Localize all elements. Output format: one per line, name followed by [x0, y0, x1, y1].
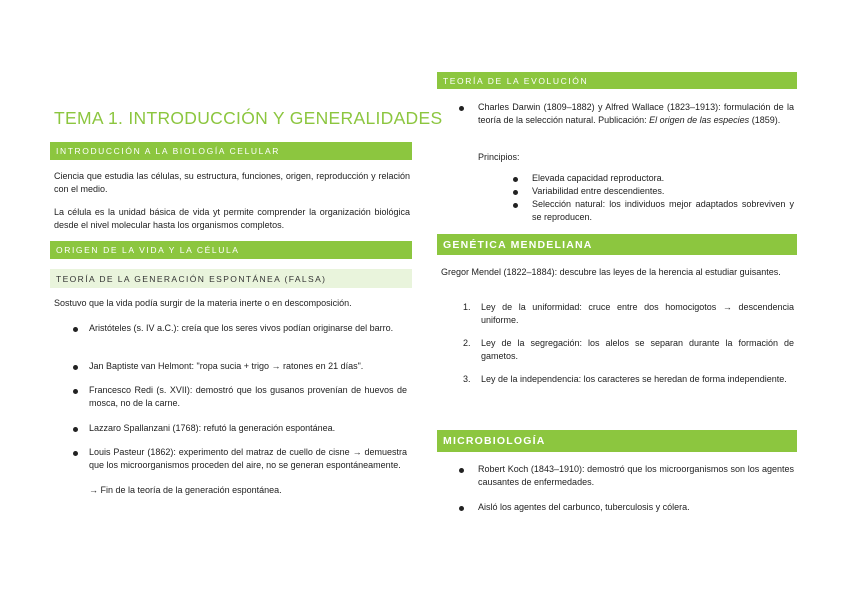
bullet-icon: [513, 190, 518, 195]
subsection-heading-generacion-espontanea: TEORÍA DE LA GENERACIÓN ESPONTÁNEA (FALSA): [50, 269, 412, 288]
law-item: Ley de la segregación: los alelos se separan durante la formación de gametos.: [481, 338, 794, 361]
list-item: Robert Koch (1843–1910): demostró que los microorganismos son los agentes causantes de enfermedades.: [478, 464, 794, 487]
pasteur-note: → Fin de la teoría de la generación espontánea.: [89, 485, 282, 495]
bullet-icon: [73, 389, 78, 394]
bullet-icon: [73, 427, 78, 432]
darwin-text: Charles Darwin (1809–1882) y Alfred Wallace (1823–1913): formulación de la teoría de la selección natural. Publicación:: [478, 102, 794, 125]
bullet-icon: [513, 203, 518, 208]
law-item: Ley de la independencia: los caracteres se heredan de forma independiente.: [481, 374, 787, 384]
darwin-year: (1859).: [751, 114, 781, 125]
mendel-lead: Gregor Mendel (1822–1884): descubre las leyes de la herencia al estudiar guisantes.: [441, 267, 781, 277]
list-item: Aristóteles (s. IV a.C.): creía que los seres vivos podían originarse del barro.: [89, 323, 394, 333]
intro-paragraph-1: Ciencia que estudia las células, su estructura, funciones, origen, reproducción y relación con el medio.: [54, 171, 410, 194]
bullet-icon: [73, 365, 78, 370]
principios-label: Principios:: [478, 152, 520, 162]
bullet-icon: [459, 506, 464, 511]
page-title: TEMA 1. INTRODUCCIÓN Y GENERALIDADES: [54, 108, 443, 128]
origen-lead: Sostuvo que la vida podía surgir de la materia inerte o en descomposición.: [54, 298, 352, 308]
bullet-icon: [73, 327, 78, 332]
section-heading-evolucion: TEORÍA DE LA EVOLUCIÓN: [437, 72, 797, 89]
law-number: 2.: [463, 338, 471, 348]
principio-item: Selección natural: los individuos mejor adaptados sobreviven y se reproducen.: [532, 199, 794, 222]
bullet-icon: [459, 106, 464, 111]
darwin-paragraph: [478, 101, 794, 126]
list-item: Louis Pasteur (1862): experimento del matraz de cuello de cisne → demuestra que los microorganismos proceden del aire, no se generan espontáneamente.: [89, 447, 407, 470]
list-item: Lazzaro Spallanzani (1768): refutó la generación espontánea.: [89, 423, 336, 433]
section-heading-micro: MICROBIOLOGÍA: [437, 430, 797, 452]
principio-item: Elevada capacidad reproductora.: [532, 173, 665, 183]
law-item: Ley de la uniformidad: cruce entre dos homocigotos → descendencia uniforme.: [481, 302, 794, 325]
section-heading-origen: ORIGEN DE LA VIDA Y LA CÉLULA: [50, 241, 412, 259]
intro-paragraph-2: La célula es la unidad básica de vida yt permite comprender la organización biológica desde el nivel molecular hasta los organismos completos.: [54, 207, 410, 230]
law-number: 3.: [463, 374, 471, 384]
bullet-icon: [73, 451, 78, 456]
bullet-icon: [459, 468, 464, 473]
bullet-icon: [513, 177, 518, 182]
section-heading-intro: INTRODUCCIÓN A LA BIOLOGÍA CELULAR: [50, 142, 412, 160]
principio-item: Variabilidad entre descendientes.: [532, 186, 665, 196]
list-item: Jan Baptiste van Helmont: "ropa sucia + trigo → ratones en 21 días".: [89, 361, 364, 371]
section-heading-mendel: GENÉTICA MENDELIANA: [437, 234, 797, 255]
darwin-book: El origen de las especies: [649, 114, 750, 125]
list-item: Aisló los agentes del carbunco, tuberculosis y cólera.: [478, 502, 690, 512]
list-item: Francesco Redi (s. XVII): demostró que los gusanos provenían de huevos de mosca, no de la carne.: [89, 385, 407, 408]
law-number: 1.: [463, 302, 471, 312]
